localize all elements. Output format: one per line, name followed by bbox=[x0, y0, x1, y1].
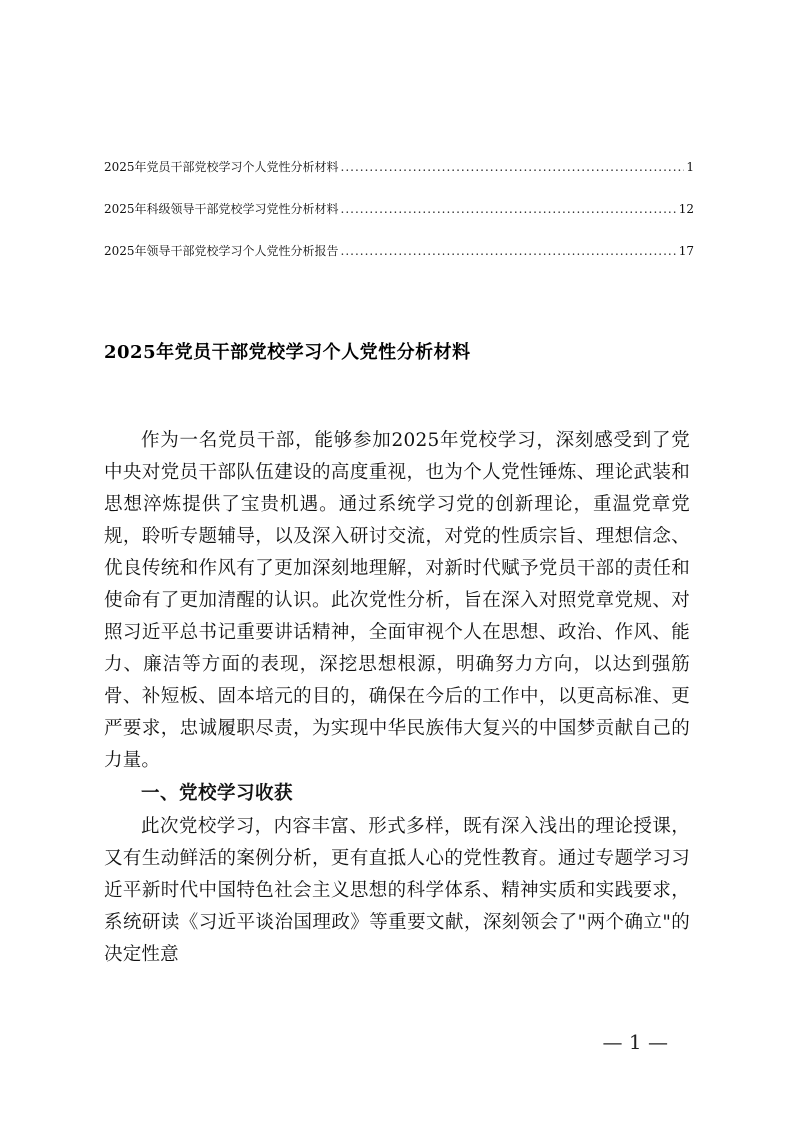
toc-leader-dots bbox=[341, 202, 677, 216]
toc-entry[interactable] bbox=[104, 158, 694, 200]
table-of-contents bbox=[104, 158, 694, 284]
toc-leader-dots bbox=[341, 244, 677, 258]
toc-entry[interactable] bbox=[104, 242, 694, 284]
section-heading: 一、党校学习收获 bbox=[141, 783, 294, 804]
toc-entry[interactable] bbox=[104, 200, 694, 242]
document-title: 2025年党员干部党校学习个人党性分析材料 bbox=[104, 342, 471, 363]
intro-paragraph: 作为一名党员干部，能够参加2025年党校学习，深刻感受到了党中央对党员干部队伍建设的高度重视，也为个人党性锤炼、理论武装和思想淬炼提供了宝贵机遇。通过系统学习党的创新理论，重温党章党规，聆听专题辅导，以及深入研讨交流，对党的性质宗旨、理想信念、优良传统和作风有了更加深刻地理解，对新时代赋予党员干部的责任和使命有了更加清醒的认识。此次党性分析，旨在深入对照党章党规、对照习近平总书记重要讲话精神，全面审视个人在思想、政治、作风、能力、廉洁等方面的表现，深挖思想根源，明确努力方向，以达到强筋骨、补短板、固本培元的目的，确保在今后的工作中，以更高标准、更严要求，忠诚履职尽责，为实现中华民族伟大复兴的中国梦贡献自己的力量。 bbox=[104, 430, 690, 771]
toc-entry-page: 1 bbox=[686, 160, 694, 174]
toc-entry-page: 17 bbox=[678, 244, 694, 258]
toc-leader-dots bbox=[341, 160, 685, 174]
document-body bbox=[104, 425, 690, 971]
toc-entry-title: 2025年科级领导干部党校学习党性分析材料 bbox=[104, 202, 339, 216]
page-number: — 1 — bbox=[602, 1030, 668, 1054]
toc-entry-title: 2025年领导干部党校学习个人党性分析报告 bbox=[104, 244, 339, 258]
toc-entry-page: 12 bbox=[678, 202, 694, 216]
toc-entry-title: 2025年党员干部党校学习个人党性分析材料 bbox=[104, 160, 339, 174]
section-paragraph: 此次党校学习，内容丰富、形式多样，既有深入浅出的理论授课，又有生动鲜活的案例分析，更有直抵人心的党性教育。通过专题学习习近平新时代中国特色社会主义思想的科学体系、精神实质和实践要求，系统研读《习近平谈治国理政》等重要文献，深刻领会了"两个确立"的决定性意 bbox=[104, 816, 690, 965]
